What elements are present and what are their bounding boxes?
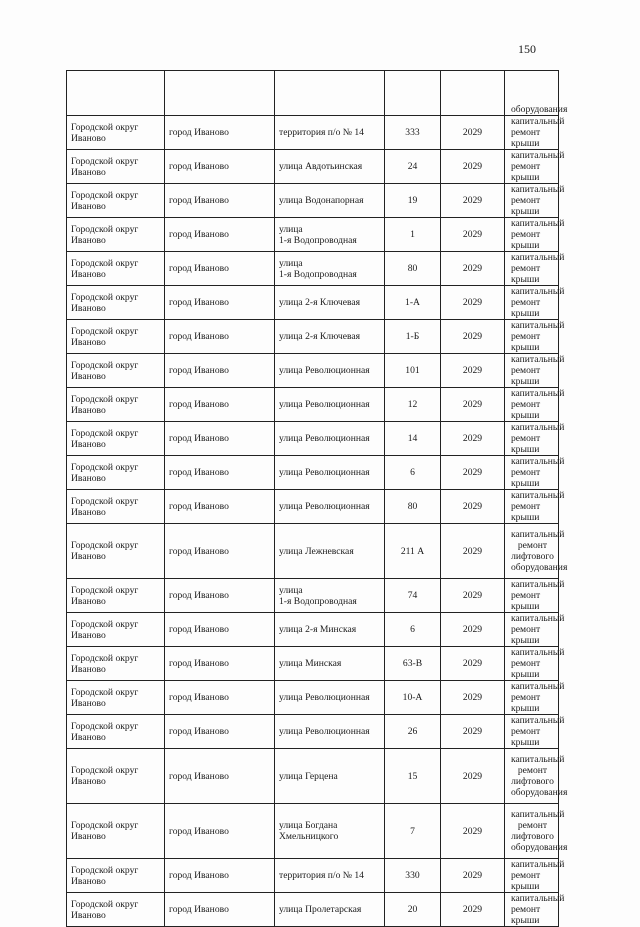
house-cell: 1-А xyxy=(385,286,441,320)
city-cell: город Иваново xyxy=(165,804,275,859)
year-cell: 2029 xyxy=(441,456,505,490)
city-cell: город Иваново xyxy=(165,893,275,927)
work-cell: капитальный ремонт лифтового оборудования xyxy=(505,524,559,579)
table-row-continuation xyxy=(67,71,559,116)
house-cell: 6 xyxy=(385,613,441,647)
street-cell: улица 2-я Ключевая xyxy=(275,320,385,354)
street-cell: улица Богдана Хмельницкого xyxy=(275,804,385,859)
city-cell: город Иваново xyxy=(165,490,275,524)
table-row xyxy=(67,184,559,218)
street-cell: улица 2-я Ключевая xyxy=(275,286,385,320)
year-cell: 2029 xyxy=(441,490,505,524)
street-cell: улица Минская xyxy=(275,647,385,681)
district-cell: Городской округ Иваново xyxy=(67,715,165,749)
district-cell: Городской округ Иваново xyxy=(67,681,165,715)
work-cell: капитальный ремонт крыши xyxy=(505,354,559,388)
house-cell: 7 xyxy=(385,804,441,859)
table-row xyxy=(67,116,559,150)
district-cell: Городской округ Иваново xyxy=(67,320,165,354)
work-cell: капитальный ремонт крыши xyxy=(505,715,559,749)
street-cell: улица Герцена xyxy=(275,749,385,804)
street-cell: улица Революционная xyxy=(275,456,385,490)
city-cell: город Иваново xyxy=(165,524,275,579)
city-cell: город Иваново xyxy=(165,184,275,218)
house-cell: 63-В xyxy=(385,647,441,681)
street-cell: улица Революционная xyxy=(275,490,385,524)
house-cell: 6 xyxy=(385,456,441,490)
district-cell: Городской округ Иваново xyxy=(67,252,165,286)
city-cell: город Иваново xyxy=(165,218,275,252)
year-cell: 2029 xyxy=(441,422,505,456)
year-cell: 2029 xyxy=(441,252,505,286)
table-row xyxy=(67,647,559,681)
table-row xyxy=(67,388,559,422)
work-cell: капитальный ремонт крыши xyxy=(505,579,559,613)
work-cell: капитальный ремонт крыши xyxy=(505,320,559,354)
year-cell: 2029 xyxy=(441,893,505,927)
page-number: 150 xyxy=(518,42,536,56)
year-cell: 2029 xyxy=(441,388,505,422)
street-cell: улица Лежневская xyxy=(275,524,385,579)
street-cell: улица Революционная xyxy=(275,388,385,422)
work-cell: капитальный ремонт крыши xyxy=(505,150,559,184)
district-cell: Городской округ Иваново xyxy=(67,647,165,681)
work-cell: капитальный ремонт крыши xyxy=(505,681,559,715)
table-row xyxy=(67,681,559,715)
work-cell: капитальный ремонт крыши xyxy=(505,613,559,647)
house-cell: 330 xyxy=(385,859,441,893)
district-cell: Городской округ Иваново xyxy=(67,218,165,252)
table-row xyxy=(67,252,559,286)
table-row xyxy=(67,524,559,579)
table-row xyxy=(67,286,559,320)
table-row xyxy=(67,804,559,859)
work-cell: капитальный ремонт лифтового оборудования xyxy=(505,749,559,804)
district-cell xyxy=(67,71,165,116)
table-row xyxy=(67,218,559,252)
district-cell: Городской округ Иваново xyxy=(67,490,165,524)
work-cell: капитальный ремонт крыши xyxy=(505,116,559,150)
city-cell xyxy=(165,71,275,116)
table-row xyxy=(67,354,559,388)
year-cell: 2029 xyxy=(441,804,505,859)
district-cell: Городской округ Иваново xyxy=(67,286,165,320)
house-cell: 1 xyxy=(385,218,441,252)
house-cell xyxy=(385,71,441,116)
district-cell: Городской округ Иваново xyxy=(67,150,165,184)
table-row xyxy=(67,320,559,354)
work-cell: капитальный ремонт крыши xyxy=(505,218,559,252)
house-cell: 14 xyxy=(385,422,441,456)
table-row xyxy=(67,490,559,524)
year-cell: 2029 xyxy=(441,524,505,579)
district-cell: Городской округ Иваново xyxy=(67,749,165,804)
city-cell: город Иваново xyxy=(165,354,275,388)
year-cell: 2029 xyxy=(441,150,505,184)
work-cell: капитальный ремонт крыши xyxy=(505,859,559,893)
work-cell: капитальный ремонт крыши xyxy=(505,286,559,320)
city-cell: город Иваново xyxy=(165,388,275,422)
city-cell: город Иваново xyxy=(165,286,275,320)
table-row xyxy=(67,150,559,184)
district-cell: Городской округ Иваново xyxy=(67,422,165,456)
street-cell: улица Революционная xyxy=(275,354,385,388)
table-row xyxy=(67,422,559,456)
house-cell: 333 xyxy=(385,116,441,150)
house-cell: 80 xyxy=(385,490,441,524)
work-cell: капитальный ремонт крыши xyxy=(505,184,559,218)
house-cell: 74 xyxy=(385,579,441,613)
street-cell xyxy=(275,71,385,116)
city-cell: город Иваново xyxy=(165,859,275,893)
table-row xyxy=(67,613,559,647)
year-cell: 2029 xyxy=(441,681,505,715)
house-cell: 26 xyxy=(385,715,441,749)
year-cell: 2029 xyxy=(441,715,505,749)
work-cell: капитальный ремонт крыши xyxy=(505,647,559,681)
year-cell: 2029 xyxy=(441,613,505,647)
district-cell: Городской округ Иваново xyxy=(67,184,165,218)
house-cell: 80 xyxy=(385,252,441,286)
district-cell: Городской округ Иваново xyxy=(67,893,165,927)
city-cell: город Иваново xyxy=(165,320,275,354)
house-cell: 15 xyxy=(385,749,441,804)
buildings-table xyxy=(66,70,568,927)
city-cell: город Иваново xyxy=(165,116,275,150)
district-cell: Городской округ Иваново xyxy=(67,804,165,859)
year-cell: 2029 xyxy=(441,647,505,681)
district-cell: Городской округ Иваново xyxy=(67,613,165,647)
house-cell: 24 xyxy=(385,150,441,184)
street-cell: улица Революционная xyxy=(275,422,385,456)
district-cell: Городской округ Иваново xyxy=(67,116,165,150)
district-cell: Городской округ Иваново xyxy=(67,859,165,893)
year-cell: 2029 xyxy=(441,859,505,893)
house-cell: 101 xyxy=(385,354,441,388)
district-cell: Городской округ Иваново xyxy=(67,456,165,490)
house-cell: 12 xyxy=(385,388,441,422)
year-cell: 2029 xyxy=(441,579,505,613)
city-cell: город Иваново xyxy=(165,252,275,286)
street-cell: улица Водонапорная xyxy=(275,184,385,218)
work-cell: капитальный ремонт крыши xyxy=(505,893,559,927)
street-cell: улица 1-я Водопроводная xyxy=(275,252,385,286)
work-cell: капитальный ремонт лифтового оборудования xyxy=(505,804,559,859)
city-cell: город Иваново xyxy=(165,150,275,184)
work-cell: капитальный ремонт крыши xyxy=(505,388,559,422)
street-cell: улица Революционная xyxy=(275,715,385,749)
street-cell: территория п/о № 14 xyxy=(275,116,385,150)
year-cell: 2029 xyxy=(441,320,505,354)
table-row xyxy=(67,579,559,613)
work-cell: капитальный ремонт крыши xyxy=(505,422,559,456)
street-cell: улица 2-я Минская xyxy=(275,613,385,647)
house-cell: 19 xyxy=(385,184,441,218)
street-cell: территория п/о № 14 xyxy=(275,859,385,893)
city-cell: город Иваново xyxy=(165,749,275,804)
table-row xyxy=(67,749,559,804)
work-cell: капитальный ремонт крыши xyxy=(505,490,559,524)
street-cell: улица 1-я Водопроводная xyxy=(275,218,385,252)
district-cell: Городской округ Иваново xyxy=(67,354,165,388)
street-cell: улица Пролетарская xyxy=(275,893,385,927)
year-cell: 2029 xyxy=(441,218,505,252)
table-row xyxy=(67,859,559,893)
house-cell: 20 xyxy=(385,893,441,927)
year-cell: 2029 xyxy=(441,184,505,218)
city-cell: город Иваново xyxy=(165,579,275,613)
table-row xyxy=(67,715,559,749)
house-cell: 10-А xyxy=(385,681,441,715)
street-cell: улица Авдотьинская xyxy=(275,150,385,184)
city-cell: город Иваново xyxy=(165,613,275,647)
district-cell: Городской округ Иваново xyxy=(67,579,165,613)
district-cell: Городской округ Иваново xyxy=(67,524,165,579)
work-cell: капитальный ремонт крыши xyxy=(505,456,559,490)
street-cell: улица Революционная xyxy=(275,681,385,715)
street-cell: улица 1-я Водопроводная xyxy=(275,579,385,613)
work-cell: оборудования xyxy=(505,71,559,116)
house-cell: 211 А xyxy=(385,524,441,579)
work-cell: капитальный ремонт крыши xyxy=(505,252,559,286)
year-cell: 2029 xyxy=(441,354,505,388)
city-cell: город Иваново xyxy=(165,456,275,490)
district-cell: Городской округ Иваново xyxy=(67,388,165,422)
house-cell: 1-Б xyxy=(385,320,441,354)
year-cell: 2029 xyxy=(441,749,505,804)
year-cell: 2029 xyxy=(441,116,505,150)
year-cell xyxy=(441,71,505,116)
city-cell: город Иваново xyxy=(165,422,275,456)
table-row xyxy=(67,456,559,490)
city-cell: город Иваново xyxy=(165,647,275,681)
city-cell: город Иваново xyxy=(165,715,275,749)
city-cell: город Иваново xyxy=(165,681,275,715)
year-cell: 2029 xyxy=(441,286,505,320)
table-row xyxy=(67,893,559,927)
